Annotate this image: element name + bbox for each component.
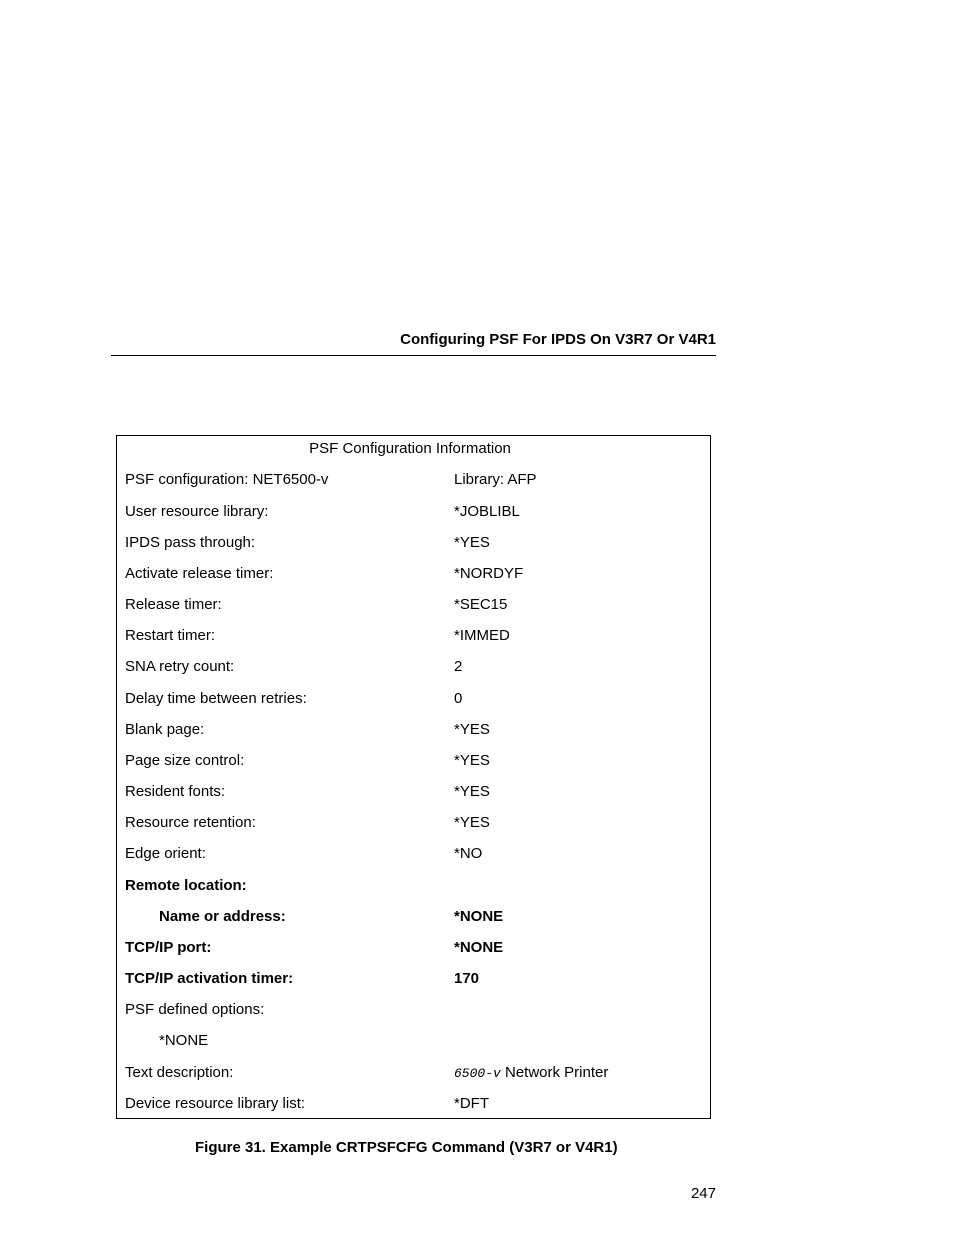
- config-row: [125, 721, 705, 741]
- row-label: IPDS pass through:: [125, 534, 256, 551]
- row-value: *JOBLIBL: [454, 503, 520, 520]
- row-label: Activate release timer:: [125, 565, 274, 582]
- row-value: *IMMED: [454, 627, 510, 644]
- row-label: Delay time between retries:: [125, 690, 307, 707]
- row-label: Remote location:: [125, 877, 247, 894]
- row-value: 0: [454, 690, 463, 707]
- config-row: [125, 627, 705, 647]
- config-row: [125, 1001, 705, 1021]
- row-label: PSF configuration: NET6500-v: [125, 471, 329, 488]
- row-value: *NORDYF: [454, 565, 524, 582]
- row-label: Release timer:: [125, 596, 222, 613]
- config-row: [125, 783, 705, 803]
- row-value: Library: AFP: [454, 471, 537, 488]
- row-label: SNA retry count:: [125, 658, 235, 675]
- row-label: Restart timer:: [125, 627, 216, 644]
- page-number: 247: [690, 1185, 716, 1202]
- row-value: 170: [454, 970, 480, 987]
- config-row: [125, 845, 705, 865]
- config-row: [125, 877, 705, 897]
- config-row: [125, 690, 705, 710]
- row-value: *YES: [454, 721, 490, 738]
- config-row: [125, 970, 705, 990]
- row-label: TCP/IP activation timer:: [125, 970, 294, 987]
- device-code: 6500-v: [454, 1066, 501, 1081]
- config-row: [125, 658, 705, 678]
- row-label: Name or address:: [159, 908, 286, 925]
- row-value: *DFT: [454, 1095, 489, 1112]
- row-label: *NONE: [159, 1032, 209, 1049]
- row-value: *YES: [454, 534, 490, 551]
- row-value: *YES: [454, 814, 490, 831]
- config-row: [125, 939, 705, 959]
- row-label: Page size control:: [125, 752, 245, 769]
- running-header: Configuring PSF For IPDS On V3R7 Or V4R1: [400, 331, 716, 348]
- config-row: [125, 471, 705, 491]
- config-row: [125, 908, 705, 928]
- row-label: Device resource library list:: [125, 1095, 306, 1112]
- header-rule: [111, 355, 716, 356]
- row-label: TCP/IP port:: [125, 939, 212, 956]
- figure-caption: Figure 31. Example CRTPSFCFG Command (V3R7 or V4R1): [195, 1139, 618, 1156]
- row-value: *NONE: [454, 939, 504, 956]
- box-title: PSF Configuration Information: [309, 440, 511, 457]
- config-row: [125, 1064, 705, 1084]
- config-row: [125, 814, 705, 834]
- row-label: User resource library:: [125, 503, 269, 520]
- row-label: Resource retention:: [125, 814, 256, 831]
- text-description-value: Network Printer: [500, 1064, 609, 1081]
- row-value: *NO: [454, 845, 483, 862]
- row-label: Text description:: [125, 1064, 234, 1081]
- row-label: Blank page:: [125, 721, 205, 738]
- row-label: Resident fonts:: [125, 783, 226, 800]
- row-value: *SEC15: [454, 596, 508, 613]
- config-row: [125, 1095, 705, 1115]
- config-row: [125, 503, 705, 523]
- row-label: Edge orient:: [125, 845, 206, 862]
- row-label: PSF defined options:: [125, 1001, 265, 1018]
- row-value: *YES: [454, 783, 490, 800]
- row-value: *NONE: [454, 908, 504, 925]
- config-row: [125, 596, 705, 616]
- row-value: [454, 1064, 608, 1081]
- config-row: [125, 565, 705, 585]
- config-row: [125, 534, 705, 554]
- row-value: *YES: [454, 752, 490, 769]
- config-row: [125, 1032, 705, 1052]
- row-value: 2: [454, 658, 463, 675]
- config-row: [125, 752, 705, 772]
